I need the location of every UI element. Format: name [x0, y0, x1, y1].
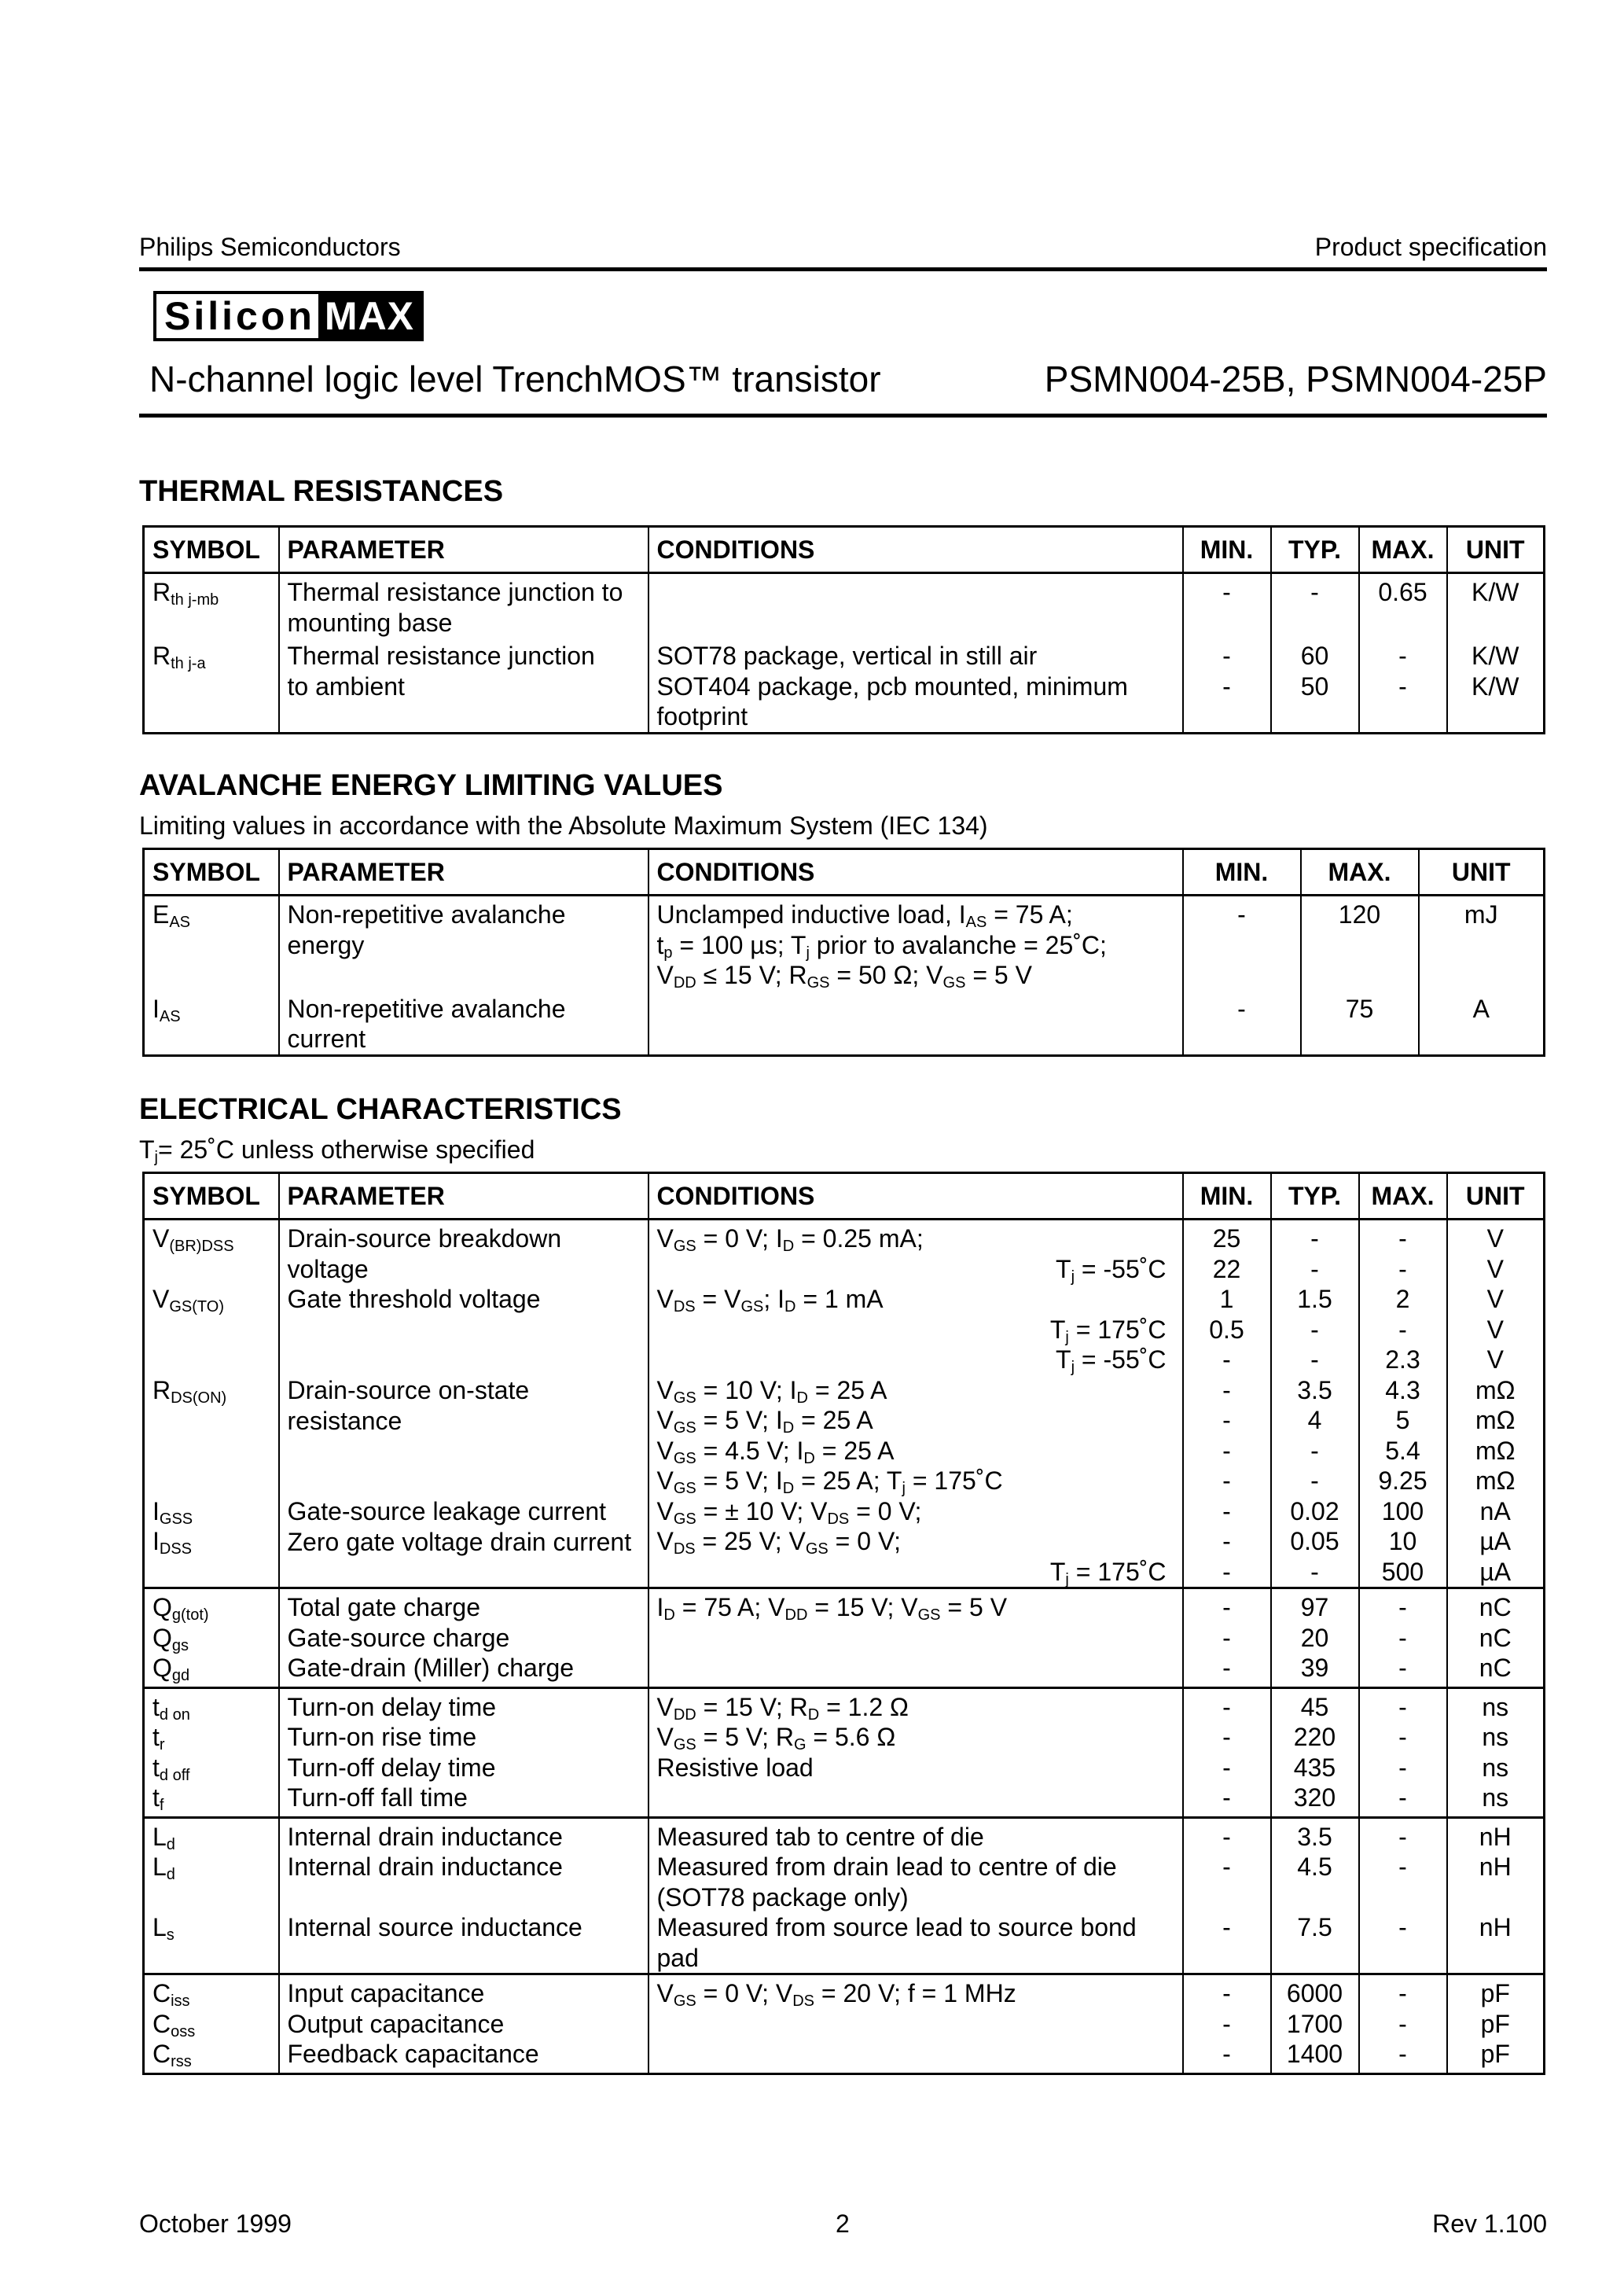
col-unit: UNIT [1447, 527, 1545, 573]
cell-line: Gate-source charge [287, 1623, 510, 1652]
parameter: Thermal resistance junction to mounting base [279, 573, 648, 642]
cell-line: - [1222, 1623, 1231, 1652]
cell-line: mΩ [1475, 1466, 1516, 1495]
cell-line: - [1398, 1224, 1407, 1253]
cell-line: - [1310, 1315, 1319, 1344]
cell-line: pF [1480, 2040, 1510, 2068]
cell-line: Drain-source on-state resistance [287, 1376, 530, 1435]
conditions: Unclamped inductive load, $I_{AS} = 75$ A; $t_p = 100$ µs; $T_j$ prior to avalanche = 25˚C; $V_{DD} \le 15$ V; $R_{GS} = 50$ Ω; $V_{GS} = 5$ V [648, 896, 1183, 994]
cell-line: - [1222, 1783, 1231, 1812]
col-conditions: CONDITIONS [648, 849, 1183, 896]
col-max: MAX. [1301, 849, 1419, 896]
col-min: MIN. [1183, 849, 1301, 896]
cell-line: nC [1479, 1623, 1512, 1652]
cell-line: - [1398, 1853, 1407, 1881]
cell-line: mΩ [1475, 1406, 1516, 1434]
cell-line: 0.02 [1290, 1496, 1339, 1525]
cell-line: - [1398, 1593, 1407, 1621]
symbol-subscript: AS [169, 914, 191, 931]
cell-line: nC [1479, 1654, 1512, 1682]
cell-line: nC [1479, 1593, 1512, 1621]
cell-line: Internal drain inductance [287, 1853, 563, 1881]
cell-line: - [1398, 1315, 1407, 1344]
col-max: MAX. [1359, 1173, 1447, 1220]
cell-line: $I_D = 75$ A; $V_{DD} = 15$ V; $V_{GS} = 5$ V [656, 1593, 1008, 1624]
cell-line: 10 [1388, 1527, 1417, 1555]
cell-line: $C_{rss}$ [152, 2040, 192, 2070]
cell-line: $T_j$ = 175˚C [1049, 1315, 1167, 1346]
cell-line: $V_{GS} = 4.5$ V; $I_D = 25$ A [656, 1436, 895, 1467]
col-parameter: PARAMETER [279, 849, 648, 896]
cell-line: - [1310, 1224, 1319, 1253]
col-conditions: CONDITIONS [648, 527, 1183, 573]
electrical-header-row [144, 1173, 1545, 1220]
cell-line: - [1398, 1913, 1407, 1941]
unit-values [1447, 1220, 1545, 1588]
cell-line: V [1486, 1285, 1504, 1313]
cell-line: 3.5 [1297, 1375, 1332, 1404]
symbol-subscript: AS [159, 1007, 181, 1025]
cell-line: - [1398, 1753, 1407, 1782]
footer-date: October 1999 [139, 2210, 292, 2238]
cell-line: nH [1479, 1853, 1512, 1881]
cell-line: Turn-off fall time [287, 1783, 468, 1812]
footer-page-number: 2 [836, 2210, 850, 2238]
col-typ: TYP. [1271, 527, 1359, 573]
cell-line: 1700 [1286, 2009, 1343, 2038]
header-company: Philips Semiconductors [139, 233, 401, 261]
cell-line: 22 [1212, 1254, 1241, 1283]
cell-line: $V_{DS} = V_{GS}$; $I_D = 1$ mA [656, 1285, 884, 1315]
cell-line: 2.3 [1385, 1345, 1420, 1374]
table-row [144, 573, 1545, 642]
thermal-header-row [144, 527, 1545, 573]
cell-line: Turn-on delay time [287, 1692, 497, 1721]
cell-line: - [1310, 1557, 1319, 1586]
cell-line: mΩ [1475, 1436, 1516, 1465]
unit-value: mJ [1419, 896, 1545, 994]
cell-line: - [1222, 1593, 1231, 1621]
cell-line: ns [1482, 1783, 1509, 1812]
cell-line: - [1310, 1254, 1319, 1283]
table-row [144, 896, 1545, 994]
cell-line: - [1398, 1822, 1407, 1851]
cell-line: $V_{GS} = 5$ V; $I_D = 25$ A; $T_j$ = 175˚C [656, 1466, 1003, 1497]
cell-line: - [1222, 1853, 1231, 1881]
col-unit: UNIT [1419, 849, 1545, 896]
cell-line: Internal source inductance [287, 1913, 582, 1941]
cell-line: mΩ [1475, 1375, 1516, 1404]
cell-line: 5 [1395, 1406, 1410, 1434]
cell-line: Measured from source lead to source bond pad [656, 1913, 1137, 1972]
cell-line: - [1222, 1527, 1231, 1555]
symbol-subscript: th j-mb [171, 591, 219, 609]
symbol: I [152, 994, 160, 1023]
cell-line: - [1222, 1436, 1231, 1465]
symbol-subscript: th j-a [171, 655, 206, 672]
col-typ: TYP. [1271, 1173, 1359, 1220]
typ-value: - [1271, 573, 1359, 642]
cell-line: - [1222, 2009, 1231, 2038]
cell-line: $V_{GS}$ = ± 10 V; $V_{DS} = 0$ V; [656, 1496, 922, 1528]
cell-line: Turn-off delay time [287, 1753, 496, 1782]
cell-line: 500 [1381, 1557, 1424, 1586]
cell-line: - [1222, 1913, 1231, 1941]
cell-line: nH [1479, 1822, 1512, 1851]
cell-line: 97 [1300, 1593, 1329, 1621]
cell-line: 6000 [1286, 1979, 1343, 2007]
cell-line: $T_j$ = 175˚C [1049, 1557, 1167, 1588]
cell-line: $t_{d on}$ [152, 1692, 190, 1724]
cell-line: 25 [1212, 1224, 1241, 1253]
typ-values [1271, 1220, 1359, 1588]
doc-part-numbers: PSMN004-25B, PSMN004-25P [1044, 359, 1547, 399]
cell-line: 1.5 [1297, 1285, 1332, 1313]
cell-line: - [1398, 1692, 1407, 1721]
cell-line: µA [1479, 1557, 1512, 1586]
avalanche-note: Limiting values in accordance with the Absolute Maximum System (IEC 134) [139, 811, 988, 840]
avalanche-table [142, 848, 1545, 1057]
cell-line: 4.3 [1385, 1375, 1420, 1404]
cell-line: - [1222, 1654, 1231, 1682]
cell-line: - [1310, 1466, 1319, 1495]
cell-line: ns [1482, 1723, 1509, 1751]
cell-line: $Q_{g(tot)}$ [152, 1593, 209, 1624]
conditions: SOT78 package, vertical in still air [648, 641, 1183, 672]
cell-line: Input capacitance [287, 1979, 485, 2007]
col-max: MAX. [1359, 527, 1447, 573]
max-value: 0.65 [1359, 573, 1447, 642]
cell-line: $T_j$ = -55˚C [1056, 1254, 1167, 1286]
table-row [144, 672, 1545, 734]
cell-line: Measured tab to centre of die [656, 1822, 984, 1851]
cell-line: 2 [1395, 1285, 1410, 1313]
table-row: $V_{(BR)DSS}$ $V_{GS(TO)}$ $R_{DS(ON)}$ $I_{GSS}$ $I_{DSS}$ Drain-source breakdown voltage Gate threshold voltage Drain-source on-state resistance Gate-source leakage current Zero gate voltage drain current $V_{GS} = 0$ V; $I_D = 0.25$ mA; $T_j$ = -55˚C $V_{DS} = V_{GS}$; $I_D = 1$ mA $T_j$ = 175˚C $T_j$ = -55˚C $V_{GS} = 10$ V; $I_D = 25$ A $V_{GS} = 5$ V; $I_D = 25$ A $V_{GS} = 4.5$ V; $I_D = 25$ A $V_{GS} = 5$ V; $I_D = 25$ A; $T_j$ = 175˚C $V_{GS}$ = ± 10 V; $V_{DS} = 0$ V; $V_{DS} = 25$ V; $V_{GS} = 0$ V; $T_j$ = 175˚C 25 22 1 0.5 - - - - - - - - - - 1.5 - - 3.5 4 - - 0.02 0.05 - - - 2 - 2.3 4.3 5 5.4 9.25 100 10 500 V V V V V mΩ mΩ mΩ mΩ nA µA µA [144, 1220, 1545, 1588]
cell-line: - [1398, 1783, 1407, 1812]
max-value: 75 [1301, 994, 1419, 1056]
col-symbol: SYMBOL [144, 527, 279, 573]
electrical-heading: ELECTRICAL CHARACTERISTICS [139, 1093, 622, 1126]
cell-line: $L_d$ [152, 1822, 175, 1853]
cell-line: ns [1482, 1753, 1509, 1782]
cell-line: 7.5 [1297, 1913, 1332, 1941]
cell-line: 320 [1293, 1783, 1336, 1812]
cell-line: $V_{GS} = 5$ V; $R_G = 5.6$ Ω [656, 1723, 896, 1753]
col-symbol: SYMBOL [144, 1173, 279, 1220]
col-unit: UNIT [1447, 1173, 1545, 1220]
cell-line: $L_s$ [152, 1913, 175, 1944]
cell-line: 1400 [1286, 2040, 1343, 2068]
cell-line: 100 [1381, 1496, 1424, 1525]
cell-line: - [1222, 1822, 1231, 1851]
typ-value: 50 [1271, 672, 1359, 734]
parameter: Non-repetitive avalanche energy [279, 896, 648, 994]
max-value: - [1359, 672, 1447, 734]
cell-line: 9.25 [1378, 1466, 1427, 1495]
cell-line: $t_f$ [152, 1783, 164, 1814]
cell-line: 39 [1300, 1654, 1329, 1682]
min-value: - [1183, 573, 1271, 642]
symbol: E [152, 900, 170, 929]
cell-line: V [1486, 1254, 1504, 1283]
parameter: Non-repetitive avalanche current [279, 994, 648, 1056]
cell-line: - [1310, 1345, 1319, 1374]
cell-line: - [1222, 1345, 1231, 1374]
conditions [648, 573, 1183, 642]
parameter: Thermal resistance junction [279, 641, 648, 672]
col-conditions: CONDITIONS [648, 1173, 1183, 1220]
cell-line: $Q_{gd}$ [152, 1654, 190, 1684]
symbol: R [152, 642, 171, 670]
table-row [144, 994, 1545, 1056]
cell-line: V [1486, 1345, 1504, 1374]
cell-line: - [1310, 1436, 1319, 1465]
cell-line: $V_{GS} = 0$ V; $I_D = 0.25$ mA; [656, 1224, 924, 1255]
cell-line: pF [1480, 2009, 1510, 2038]
cell-line: pF [1480, 1979, 1510, 2007]
footer-revision: Rev 1.100 [1432, 2210, 1547, 2238]
cell-line: Internal drain inductance [287, 1822, 563, 1851]
cell-line: - [1398, 1254, 1407, 1283]
cell-line: - [1222, 1466, 1231, 1495]
table-row [144, 1588, 1545, 1688]
unit-value: A [1419, 994, 1545, 1056]
table-row [144, 1817, 1545, 1974]
cell-line: Gate-drain (Miller) charge [287, 1654, 575, 1682]
title-rule [139, 414, 1547, 418]
cell-line: $t_{d off}$ [152, 1753, 190, 1784]
col-symbol: SYMBOL [144, 849, 279, 896]
cell-line: Zero gate voltage drain current [287, 1527, 632, 1556]
cell-line: - [1398, 1654, 1407, 1682]
cell-line: Output capacitance [287, 2009, 505, 2038]
parameter: to ambient [279, 672, 648, 734]
cell-line: - [1222, 1406, 1231, 1434]
header-doc-type: Product specification [1314, 233, 1547, 261]
siliconmax-logo [153, 291, 424, 341]
unit-value: K/W [1447, 573, 1545, 642]
avalanche-heading: AVALANCHE ENERGY LIMITING VALUES [139, 769, 723, 802]
cell-line: nH [1479, 1913, 1512, 1941]
electrical-note: $T_j=$ 25˚C unless otherwise specified [139, 1135, 535, 1166]
max-value: 120 [1301, 896, 1419, 994]
avalanche-header-row [144, 849, 1545, 896]
max-value: - [1359, 641, 1447, 672]
cell-line: 0.05 [1290, 1527, 1339, 1555]
thermal-heading: THERMAL RESISTANCES [139, 475, 504, 508]
cell-line: - [1222, 1723, 1231, 1751]
typ-value: 60 [1271, 641, 1359, 672]
cell-line: $T_j$ = -55˚C [1056, 1345, 1167, 1376]
cell-line: 1 [1219, 1285, 1234, 1313]
cell-line: - [1398, 1723, 1407, 1751]
cell-line: $t_r$ [152, 1723, 165, 1753]
cell-line: Turn-on rise time [287, 1723, 477, 1751]
cell-line: $V_{DD} = 15$ V; $R_D = 1.2$ Ω [656, 1692, 909, 1724]
unit-value: K/W [1447, 641, 1545, 672]
cell-line: 5.4 [1385, 1436, 1420, 1465]
electrical-table [142, 1172, 1545, 2075]
min-value: - [1183, 641, 1271, 672]
cell-line: Measured from drain lead to centre of die (SOT78 package only) [656, 1853, 1117, 1911]
doc-subtitle: N-channel logic level TrenchMOS™ transistor [149, 359, 881, 399]
cell-line: - [1222, 1375, 1231, 1404]
table-row [144, 1974, 1545, 2074]
logo-text-max: MAX [318, 294, 421, 338]
col-parameter: PARAMETER [279, 527, 648, 573]
table-row [144, 641, 1545, 672]
cell-line: V [1486, 1315, 1504, 1344]
cell-line: $V_{GS} = 10$ V; $I_D = 25$ A [656, 1375, 887, 1407]
cell-line: 45 [1300, 1692, 1329, 1721]
cell-line: µA [1479, 1527, 1512, 1555]
cell-line: Total gate charge [287, 1593, 480, 1621]
min-value: - [1183, 896, 1301, 994]
col-min: MIN. [1183, 1173, 1271, 1220]
min-value: - [1183, 672, 1271, 734]
cell-line: 435 [1293, 1753, 1336, 1782]
col-min: MIN. [1183, 527, 1271, 573]
table-row [144, 1687, 1545, 1817]
cell-line: 0.5 [1209, 1315, 1244, 1344]
cell-line: $V_{DS} = 25$ V; $V_{GS} = 0$ V; [656, 1527, 901, 1558]
cell-line: $Q_{gs}$ [152, 1623, 189, 1654]
min-values [1183, 1220, 1271, 1588]
cell-line: 20 [1300, 1623, 1329, 1652]
cell-line: $V_{GS} = 5$ V; $I_D = 25$ A [656, 1406, 873, 1437]
cell-line: - [1398, 1623, 1407, 1652]
cell-line: $V_{GS} = 0$ V; $V_{DS} = 20$ V; f = 1 MHz [656, 1979, 1016, 2010]
cell-line: nA [1479, 1496, 1511, 1525]
cell-line: - [1222, 1692, 1231, 1721]
cell-line: - [1222, 1496, 1231, 1525]
cell-line: - [1398, 2009, 1407, 2038]
min-value: - [1183, 994, 1301, 1056]
col-parameter: PARAMETER [279, 1173, 648, 1220]
cell-line: Feedback capacitance [287, 2040, 539, 2068]
thermal-table [142, 525, 1545, 734]
cell-line: Drain-source breakdown voltage [287, 1224, 562, 1283]
cell-line: $C_{oss}$ [152, 2009, 196, 2040]
cell-line: Gate-source leakage current [287, 1497, 607, 1525]
cell-line: - [1222, 2040, 1231, 2068]
cell-line: 220 [1293, 1723, 1336, 1751]
cell-line: Gate threshold voltage [287, 1285, 541, 1313]
max-values [1359, 1220, 1447, 1588]
conditions: SOT404 package, pcb mounted, minimum footprint [648, 672, 1183, 734]
cell-line: 4.5 [1297, 1853, 1332, 1881]
unit-value: K/W [1447, 672, 1545, 734]
cell-line: Resistive load [656, 1753, 814, 1782]
cell-line: 4 [1307, 1406, 1322, 1434]
cell-line: $L_d$ [152, 1853, 175, 1883]
cell-line: V [1486, 1224, 1504, 1253]
header-rule [139, 267, 1547, 271]
symbol: R [152, 578, 171, 606]
cell-line: - [1222, 1979, 1231, 2007]
logo-text-silicon: Silicon [164, 294, 315, 338]
cell-line: - [1398, 2040, 1407, 2068]
cell-line: - [1222, 1557, 1231, 1586]
cell-line: - [1398, 1979, 1407, 2007]
cell-line: $C_{iss}$ [152, 1979, 190, 2010]
cell-line: ns [1482, 1692, 1509, 1721]
cell-line: - [1222, 1753, 1231, 1782]
cell-line: 3.5 [1297, 1822, 1332, 1851]
